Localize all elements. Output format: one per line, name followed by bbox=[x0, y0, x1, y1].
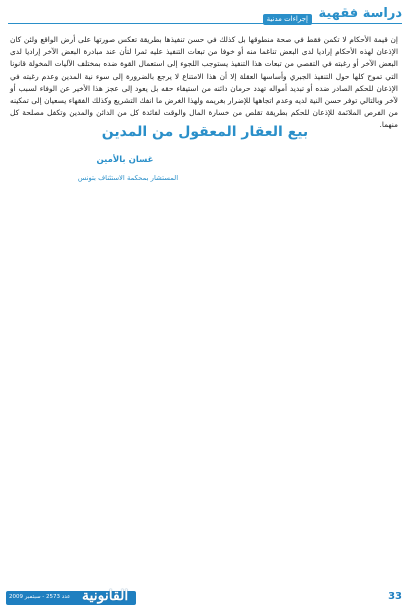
intro-paragraph: إن قيمة الأحكام لا تكمن فقط في صحة منطوقها بل كذلك في حسن تنفيذها بطريقة تعكس صورتها على أرض الواقع ولئن كان الإذعان لهذه الأحكام إراديا لدى البعض تناغما منه أو خوفا من تبعات التنفيذ عليه ثمرا لتأن عند مبادرة البعض الآخر إراديا لدى البعض الآخر أو رغبته في التفصي من تبعات هذا التنفيذ يستوجب اللجوء إلى استعمال القوة ضده بمختلف الآليات المخولة قانونا التي تموح كلها حول التنفيذ الجبري وأساسها العقلة إلا أن هذا الامتناع لا يرجع بالضرورة إلى سوء نية المدين وعدم رغبته في الإذعان للحكم الصادر ضده أو تبديد أمواله تهدد حرمان دائنه من استيفاء حقه بل يعود إلى عجز هذا الأخير عن الوفاء لسبب أو لآخر وبالتالي توفر حسن النية لديه وعدم اتجاهها للإضرار بغريمه ولهذا الغرض ما انفك التشريع وكذلك الفقهاء يسعيان إلى تمكينه من الفرص الملائمة للإذعان للحكم بطريقة تقلص من خسارة المال والوقت لفائدة كل من الدائن والمدين وتكفل مصلحة كل منهما. bbox=[10, 35, 398, 130]
author-role: المستشار بمحكمة الاستئناف بتونس bbox=[77, 174, 179, 182]
author-name: غسان بالأمين bbox=[96, 155, 154, 165]
article-title: بيع العقار المعقول من المدين bbox=[101, 124, 309, 140]
section-divider bbox=[8, 23, 402, 24]
issue-info: عدد 2573 - سبتمبر 2009 bbox=[9, 594, 71, 600]
section-title: دراسة فقهية bbox=[318, 6, 402, 21]
magazine-logo: القانونية bbox=[82, 588, 129, 604]
page-number: 33 bbox=[388, 591, 402, 602]
page-header bbox=[8, 5, 402, 25]
section-badge: إجراءات مدنية bbox=[263, 14, 312, 25]
footer-banner bbox=[6, 588, 136, 605]
page-footer bbox=[6, 588, 404, 605]
